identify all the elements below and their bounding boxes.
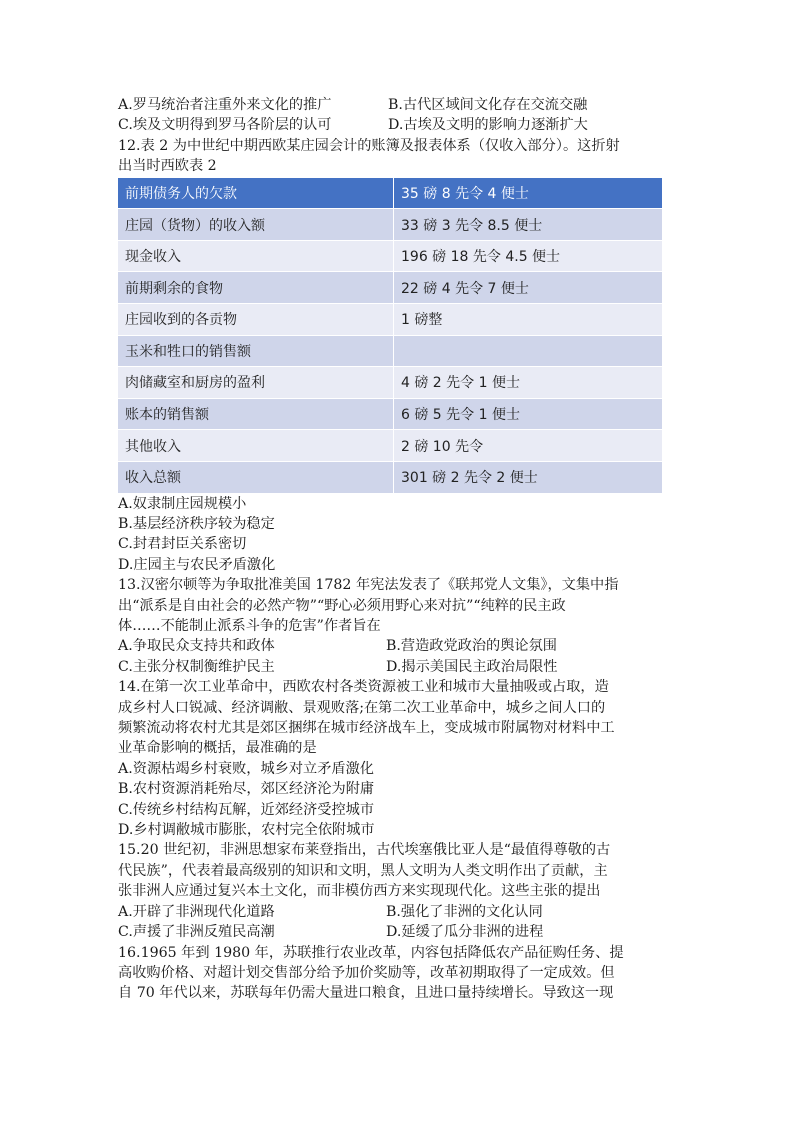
q12-stem-line-1: 12.表 2 为中世纪中期西欧某庄园会计的账簿及报表体系（仅收入部分）。这折射 xyxy=(118,137,620,154)
table-cell-item: 其他收入 xyxy=(118,430,394,462)
table-cell-amount: 1 磅整 xyxy=(394,304,663,336)
table-cell-item: 前期债务人的欠款 xyxy=(118,177,394,209)
q11-option-row-1 xyxy=(118,95,678,115)
q15-stem-line-2: 代民族”，代表着最高级别的知识和文明，黑人文明为人类文明作出了贡献，主 xyxy=(118,862,608,879)
q12-option-d: D.庄园主与农民矛盾激化 xyxy=(118,556,276,573)
q14-option-a: A.资源枯竭乡村衰败，城乡对立矛盾激化 xyxy=(118,760,374,777)
table-cell-item: 玉米和牲口的销售额 xyxy=(118,335,394,367)
q14-stem-line-3: 频繁流动将农村尤其是郊区捆绑在城市经济战车上，变成城市附属物对材料中工 xyxy=(118,720,615,737)
q12-stem-line-2: 出当时西欧表 2 xyxy=(118,158,217,175)
table-row xyxy=(118,335,663,367)
q13-stem-line-2: 出“派系是自由社会的必然产物”“野心必须用野心来对抗”“纯粹的民主政 xyxy=(118,597,566,614)
q13-option-d: D.揭示美国民主政治局限性 xyxy=(386,658,558,675)
q15-option-row-1 xyxy=(118,902,678,922)
q15-option-c: C.声援了非洲反殖民高潮 xyxy=(118,924,275,941)
table-cell-item: 现金收入 xyxy=(118,240,394,272)
q15-option-row-2 xyxy=(118,922,678,942)
table-cell-amount: 33 磅 3 先令 8.5 便士 xyxy=(394,209,663,241)
q12-option-a: A.奴隶制庄园规模小 xyxy=(118,495,247,512)
table-cell-item: 账本的销售额 xyxy=(118,398,394,430)
q14-stem-line-1: 14.在第一次工业革命中，西欧农村各类资源被工业和城市大量抽吸或占取，造 xyxy=(118,679,609,696)
q14-option-c: C.传统乡村结构瓦解，近郊经济受控城市 xyxy=(118,801,375,818)
q13-option-b: B.营造政党政治的舆论氛围 xyxy=(386,638,557,655)
q16-stem-line-2: 高收购价格、对超计划交售部分给予加价奖励等，改革初期取得了一定成效。但 xyxy=(118,964,615,981)
q16-stem-line-3: 自 70 年代以来，苏联每年仍需大量进口粮食，且进口量持续增长。导致这一现 xyxy=(118,985,614,1002)
table-cell-amount: 4 磅 2 先令 1 便士 xyxy=(394,367,663,399)
q11-option-a: A.罗马统治者注重外来文化的推广 xyxy=(118,97,332,113)
q15-stem-line-1: 15.20 世纪初，非洲思想家布莱登指出，古代埃塞俄比亚人是“最值得尊敬的古 xyxy=(118,842,611,859)
q13-option-row-1 xyxy=(118,636,678,656)
table-row xyxy=(118,398,663,430)
q14-option-b: B.农村资源消耗殆尽，郊区经济沦为附庸 xyxy=(118,781,375,798)
table-cell-amount: 196 磅 18 先令 4.5 便士 xyxy=(394,240,663,272)
table-cell-item: 前期剩余的食物 xyxy=(118,272,394,304)
table-cell-amount xyxy=(394,335,663,367)
table-cell-item: 庄园收到的各贡物 xyxy=(118,304,394,336)
table-row xyxy=(118,430,663,462)
q11-option-d: D.古埃及文明的影响力逐渐扩大 xyxy=(388,117,588,134)
q13-stem-line-3: 体……不能制止派系斗争的危害”作者旨在 xyxy=(118,618,381,634)
table-row xyxy=(118,177,663,209)
table-cell-item: 庄园（货物）的收入额 xyxy=(118,209,394,241)
q11-option-c: C.埃及文明得到罗马各阶层的认可 xyxy=(118,117,332,134)
q15-option-d: D.延缓了瓜分非洲的进程 xyxy=(386,924,544,941)
table-row xyxy=(118,461,663,493)
income-table xyxy=(117,177,663,494)
table-cell-amount: 301 磅 2 先令 2 便士 xyxy=(394,461,663,493)
table-cell-amount: 6 磅 5 先令 1 便士 xyxy=(394,398,663,430)
q15-stem-line-3: 张非洲人应通过复兴本土文化，而非模仿西方来实现现代化。这些主张的提出 xyxy=(118,883,601,900)
q15-option-a: A.开辟了非洲现代化道路 xyxy=(118,903,275,920)
table-row xyxy=(118,367,663,399)
q13-option-row-2 xyxy=(118,657,678,677)
table-row xyxy=(118,209,663,241)
q14-option-d: D.乡村调敝城市膨胀，农村完全依附城市 xyxy=(118,822,375,839)
q11-option-b: B.古代区域间文化存在交流交融 xyxy=(388,97,588,113)
exam-page xyxy=(118,95,678,1004)
q14-stem-line-4: 业革命影响的概括，最准确的是 xyxy=(118,740,317,757)
table-row xyxy=(118,304,663,336)
q13-stem-line-1: 13.汉密尔顿等为争取批准美国 1782 年宪法发表了《联邦党人文集》，文集中指 xyxy=(118,577,619,594)
q16-stem-line-1: 16.1965 年到 1980 年，苏联推行农业改革，内容包括降低农产品征购任务、提 xyxy=(118,944,624,961)
table-cell-amount: 35 磅 8 先令 4 便士 xyxy=(394,177,663,209)
q12-option-c: C.封君封臣关系密切 xyxy=(118,536,247,553)
q12-option-b: B.基层经济秩序较为稳定 xyxy=(118,515,275,532)
table-cell-item: 肉储藏室和厨房的盈利 xyxy=(118,367,394,399)
table-row xyxy=(118,272,663,304)
table-row xyxy=(118,240,663,272)
q11-option-row-2 xyxy=(118,115,678,135)
table-cell-amount: 22 磅 4 先令 7 便士 xyxy=(394,272,663,304)
q13-option-a: A.争取民众支持共和政体 xyxy=(118,638,275,655)
table-cell-amount: 2 磅 10 先令 xyxy=(394,430,663,462)
q15-option-b: B.强化了非洲的文化认同 xyxy=(386,903,543,920)
q14-stem-line-2: 成乡村人口锐减、经济调敝、景观败落;在第二次工业革命中，城乡之间人口的 xyxy=(118,699,606,716)
table-cell-item: 收入总额 xyxy=(118,461,394,493)
q13-option-c: C.主张分权制衡维护民主 xyxy=(118,658,275,675)
